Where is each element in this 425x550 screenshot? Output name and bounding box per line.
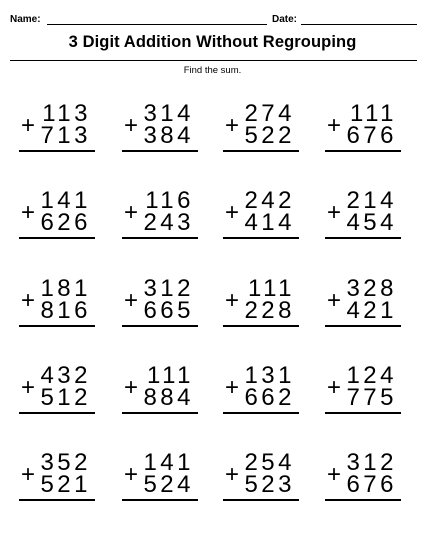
plus-sign: + (21, 199, 36, 226)
plus-sign: + (124, 199, 139, 226)
bottom-addend: 816 (40, 297, 91, 324)
answer-line[interactable] (122, 150, 198, 152)
top-addend: 141 (143, 449, 194, 476)
plus-sign: + (327, 461, 342, 488)
answer-line[interactable] (325, 325, 401, 327)
bottom-addend: 243 (143, 209, 194, 236)
top-addend: 314 (143, 100, 194, 127)
top-addend: 124 (346, 362, 397, 389)
addition-problem (120, 102, 200, 158)
bottom-addend: 665 (143, 297, 194, 324)
bottom-addend: 713 (40, 122, 91, 149)
plus-sign: + (21, 287, 36, 314)
top-addend: 181 (40, 275, 91, 302)
plus-sign: + (21, 112, 36, 139)
bottom-addend: 884 (143, 384, 194, 411)
addition-problem (221, 277, 301, 333)
addition-problem (323, 189, 403, 245)
addition-problem (120, 364, 200, 420)
addition-problem (323, 277, 403, 333)
addition-problem (323, 451, 403, 507)
answer-line[interactable] (325, 412, 401, 414)
plus-sign: + (124, 112, 139, 139)
addition-problem (17, 189, 97, 245)
plus-sign: + (225, 199, 240, 226)
bottom-addend: 384 (143, 122, 194, 149)
plus-sign: + (124, 287, 139, 314)
answer-line[interactable] (19, 325, 95, 327)
addition-problem (17, 102, 97, 158)
bottom-addend: 414 (244, 209, 295, 236)
addition-problem (120, 277, 200, 333)
answer-line[interactable] (122, 499, 198, 501)
plus-sign: + (327, 112, 342, 139)
top-addend: 352 (40, 449, 91, 476)
addition-problem (221, 189, 301, 245)
bottom-addend: 512 (40, 384, 91, 411)
addition-problem (17, 364, 97, 420)
answer-line[interactable] (122, 325, 198, 327)
top-addend: 116 (145, 187, 194, 214)
answer-line[interactable] (223, 237, 299, 239)
bottom-addend: 626 (40, 209, 91, 236)
top-addend: 312 (346, 449, 397, 476)
plus-sign: + (124, 461, 139, 488)
bottom-addend: 523 (244, 471, 295, 498)
plus-sign: + (124, 374, 139, 401)
plus-sign: + (225, 112, 240, 139)
addition-problem (17, 451, 97, 507)
addition-problem (17, 277, 97, 333)
bottom-addend: 228 (244, 297, 295, 324)
plus-sign: + (327, 287, 342, 314)
top-addend: 131 (244, 362, 295, 389)
addition-problem (323, 364, 403, 420)
answer-line[interactable] (19, 412, 95, 414)
answer-line[interactable] (325, 150, 401, 152)
plus-sign: + (225, 461, 240, 488)
top-addend: 328 (346, 275, 397, 302)
bottom-addend: 421 (346, 297, 397, 324)
plus-sign: + (21, 374, 36, 401)
addition-problem (221, 451, 301, 507)
plus-sign: + (225, 374, 240, 401)
answer-line[interactable] (19, 237, 95, 239)
plus-sign: + (327, 374, 342, 401)
answer-line[interactable] (223, 499, 299, 501)
answer-line[interactable] (122, 237, 198, 239)
top-addend: 141 (40, 187, 91, 214)
top-addend: 111 (147, 362, 194, 389)
addition-problem (221, 102, 301, 158)
bottom-addend: 524 (143, 471, 194, 498)
bottom-addend: 676 (346, 122, 397, 149)
top-addend: 274 (244, 100, 295, 127)
addition-problem (120, 451, 200, 507)
addition-problem (120, 189, 200, 245)
bottom-addend: 676 (346, 471, 397, 498)
top-addend: 113 (42, 100, 91, 127)
answer-line[interactable] (122, 412, 198, 414)
addition-problem (323, 102, 403, 158)
top-addend: 254 (244, 449, 295, 476)
top-addend: 432 (40, 362, 91, 389)
plus-sign: + (327, 199, 342, 226)
plus-sign: + (225, 287, 240, 314)
answer-line[interactable] (223, 150, 299, 152)
bottom-addend: 454 (346, 209, 397, 236)
answer-line[interactable] (325, 237, 401, 239)
top-addend: 242 (244, 187, 295, 214)
top-addend: 214 (346, 187, 397, 214)
top-addend: 111 (350, 100, 397, 127)
bottom-addend: 775 (346, 384, 397, 411)
answer-line[interactable] (223, 325, 299, 327)
addition-problem (221, 364, 301, 420)
bottom-addend: 522 (244, 122, 295, 149)
name-label: Name: (10, 14, 41, 25)
date-label: Date: (272, 14, 298, 25)
top-addend: 111 (248, 275, 295, 302)
answer-line[interactable] (19, 499, 95, 501)
worksheet-title: 3 Digit Addition Without Regrouping (68, 33, 357, 51)
top-addend: 312 (143, 275, 194, 302)
plus-sign: + (21, 461, 36, 488)
bottom-addend: 521 (40, 471, 91, 498)
instructions: Find the sum. (183, 65, 242, 76)
answer-line[interactable] (19, 150, 95, 152)
bottom-addend: 662 (244, 384, 295, 411)
answer-line[interactable] (223, 412, 299, 414)
answer-line[interactable] (325, 499, 401, 501)
